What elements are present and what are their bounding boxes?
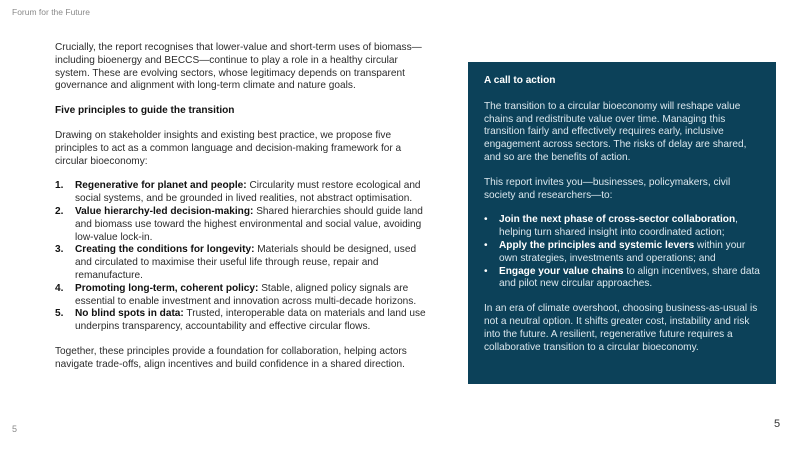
principle-text: Stable, aligned policy signals are essential to enable investment and innovation across multi-decade horizons. xyxy=(75,282,417,307)
principle-item xyxy=(55,283,431,309)
closing-paragraph: Together, these principles provide a foundation for collaboration, helping actors navigate trade-offs, align incentives and build confidence in a shared direction. xyxy=(55,345,407,370)
principle-text: Trusted, interoperable data on materials and land use underpins transparency, accountability and effective circular flows. xyxy=(75,308,426,333)
action-bold: Engage your value chains xyxy=(499,265,624,277)
action-bold: Apply the principles and systemic levers xyxy=(499,239,695,251)
panel-paragraph: In an era of climate overshoot, choosing business-as-usual is not a neutral option. It shifts greater cost, instability and risk into the future. A resilient, regenerative future requires a collaborative transition to a circular bioeconomy. xyxy=(484,303,758,353)
call-to-action-panel xyxy=(468,62,776,384)
bullet-icon: • xyxy=(484,214,488,226)
action-bold: Join the next phase of cross-sector collaboration xyxy=(499,214,736,226)
principle-item xyxy=(55,308,431,334)
panel-title: A call to action xyxy=(484,75,556,86)
bullet-icon: • xyxy=(484,239,488,251)
action-text: , helping turn shared insight into coordinated action; xyxy=(499,214,738,239)
bullet-icon: • xyxy=(484,265,488,277)
principle-title: Regenerative for planet and people: xyxy=(75,180,247,192)
principle-item xyxy=(55,244,431,282)
document-header: Forum for the Future xyxy=(12,7,90,17)
page-number-right: 5 xyxy=(774,418,781,430)
principle-number: 1. xyxy=(55,180,64,192)
principles-heading: Five principles to guide the transition xyxy=(55,105,235,117)
principle-text: Shared hierarchies should guide land and biomass use toward the highest environmental and social value, avoiding low-value lock-in. xyxy=(75,205,423,243)
principle-number: 2. xyxy=(55,205,64,217)
panel-paragraph: This report invites you—businesses, policymakers, civil society and researchers—to: xyxy=(484,176,731,201)
action-item xyxy=(484,214,760,240)
action-item xyxy=(484,240,760,266)
principle-title: No blind spots in data: xyxy=(75,308,184,320)
principle-text: Materials should be designed, used and circulated to maximise their useful life through reuse, repair and remanufacture. xyxy=(75,244,417,281)
principle-title: Promoting long-term, coherent policy: xyxy=(75,282,259,294)
principle-item xyxy=(55,180,431,206)
action-text: within your own strategies, investments and operations; and xyxy=(499,239,746,264)
page-number-left: 5 xyxy=(12,424,18,434)
principles-list xyxy=(55,180,431,334)
action-text: to align incentives, share data and pilot new circular approaches. xyxy=(499,265,760,290)
principle-title: Creating the conditions for longevity: xyxy=(75,244,255,256)
action-item xyxy=(484,266,760,292)
principle-title: Value hierarchy-led decision-making: xyxy=(75,205,254,217)
principle-number: 5. xyxy=(55,308,64,320)
intro-paragraph: Crucially, the report recognises that lower-value and short-term uses of biomass—including bioenergy and BECCS—continue to play a role in a healthy circular system. These are evolving sectors, whose legitimacy depends on transparent governance and alignment with long-term climate and nature goals. xyxy=(55,42,422,92)
principle-text: Circularity must restore ecological and social systems, and be grounded in lived realities, not abstract optimisation. xyxy=(75,180,421,205)
action-list xyxy=(484,214,760,291)
principle-item xyxy=(55,206,431,244)
panel-paragraph: The transition to a circular bioeconomy will reshape value chains and redistribute value over time. Managing this transition fairly and effectively requires early, inclusive engagement across sectors. The risks of delay are shared, and so are the benefits of action. xyxy=(484,100,747,163)
principle-number: 3. xyxy=(55,244,64,256)
principles-lead: Drawing on stakeholder insights and existing best practice, we propose five principles to act as a common language and decision-making framework for a circular bioeconomy: xyxy=(55,129,402,167)
principle-number: 4. xyxy=(55,282,64,294)
left-column xyxy=(55,42,431,384)
